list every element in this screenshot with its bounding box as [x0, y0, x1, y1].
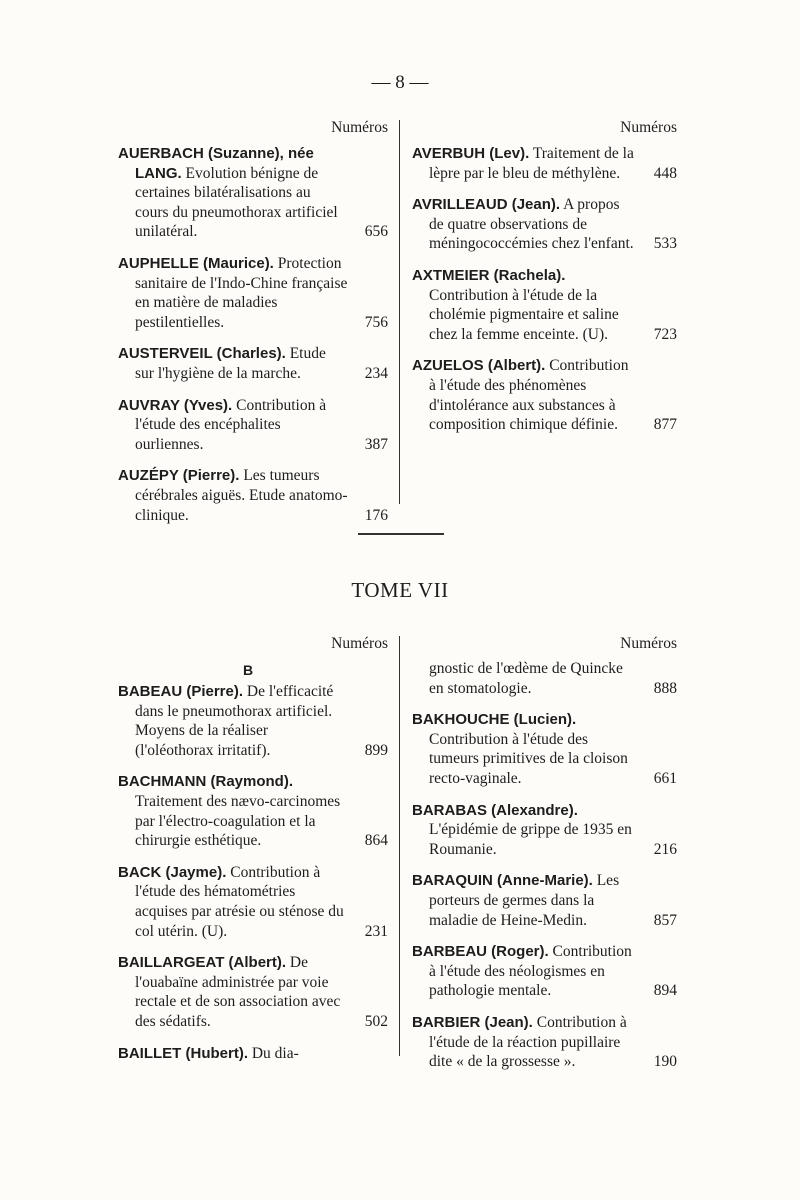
- entry-body: [118, 396, 348, 455]
- thesis-title: Les porteurs de germes dans la maladie de Heine-Medin.: [429, 872, 620, 929]
- entry-body: [118, 772, 348, 850]
- author-name: BARABAS (Alexandre).: [412, 801, 578, 819]
- author-name: AUPHELLE (Maurice).: [118, 254, 274, 272]
- entry-number: 656: [364, 223, 388, 241]
- thesis-title: Les tumeurs cérébrales aiguës. Etude anatomo-clinique.: [135, 467, 348, 524]
- thesis-title: Contribution à l'étude des phénomènes d'intolérance aux substances à composition chimique définie.: [429, 357, 629, 434]
- entry-number: 387: [364, 435, 388, 453]
- index-entry: [412, 144, 677, 183]
- letter-heading: B: [243, 662, 254, 678]
- author-name: AUERBACH (Suzanne), née LANG.: [118, 145, 314, 182]
- index-entry: [118, 1044, 388, 1064]
- thesis-title: L'épidémie de grippe de 1935 en Roumanie.: [429, 821, 632, 858]
- thesis-title: Traitement de la lèpre par le bleu de méthylène.: [429, 145, 634, 182]
- thesis-title: Contribution à l'étude des encéphalites ourliennes.: [135, 396, 327, 453]
- thesis-title: De l'ouabaïne administrée par voie rectale et de son association avec des sédatifs.: [135, 954, 341, 1030]
- entry-number: 723: [653, 325, 677, 343]
- thesis-title: Contribution à l'étude de la cholémie pigmentaire et saline chez la femme enceinte. (U).: [429, 286, 619, 343]
- entry-body: [118, 254, 348, 332]
- entry-number: 899: [364, 741, 388, 759]
- author-name: BAILLET (Hubert).: [118, 1044, 248, 1062]
- entry-body: [118, 682, 348, 760]
- entry-body: [412, 1013, 637, 1072]
- index-entry: [412, 1013, 677, 1072]
- author-name: AVRILLEAUD (Jean).: [412, 196, 561, 214]
- entry-number: 231: [364, 922, 388, 940]
- entry-number: 448: [653, 164, 677, 182]
- author-name: AZUELOS (Albert).: [412, 357, 546, 375]
- entry-body: [412, 871, 637, 930]
- entry-body: [412, 195, 637, 254]
- author-name: AUVRAY (Yves).: [118, 396, 233, 414]
- entry-body: [118, 344, 348, 383]
- thesis-title: Evolution bénigne de certaines bilatéralisations au cours du pneumothorax artificiel unilatéral.: [135, 164, 338, 241]
- section-divider: [358, 533, 444, 535]
- bottom-right-entries: [412, 659, 677, 1072]
- entry-number: 661: [653, 769, 677, 787]
- top-left-entries: [118, 144, 388, 525]
- index-entry: [118, 682, 388, 760]
- index-entry: [412, 659, 677, 698]
- index-entry: [118, 254, 388, 332]
- entry-body: [412, 659, 637, 698]
- entry-body: [118, 1044, 348, 1064]
- entry-body: [412, 942, 637, 1001]
- tome-title: TOME VII: [351, 578, 449, 602]
- bottom-column-divider: [399, 636, 400, 1056]
- index-entry: [118, 953, 388, 1031]
- entry-body: [118, 863, 348, 941]
- entry-body: [118, 466, 348, 525]
- author-name: AXTMEIER (Rachela).: [412, 266, 566, 284]
- thesis-title: Traitement des nævo-carcinomes par l'électro-coagulation et la chirurgie esthétique.: [135, 792, 341, 850]
- bottom-left-entries: [118, 682, 388, 1063]
- index-entry: [412, 356, 677, 434]
- index-entry: [412, 266, 677, 344]
- top-left-column: [118, 118, 388, 537]
- page-number: — 8 —: [371, 72, 429, 93]
- entry-number: 756: [364, 313, 388, 331]
- thesis-title: gnostic de l'œdème de Quincke en stomatologie.: [429, 660, 623, 697]
- author-name: BARBEAU (Roger).: [412, 943, 549, 961]
- entry-number: 234: [364, 364, 388, 382]
- author-name: BARAQUIN (Anne-Marie).: [412, 872, 593, 890]
- thesis-title: Etude sur l'hygiène de la marche.: [135, 345, 326, 382]
- bottom-left-column-header: Numéros: [331, 635, 388, 652]
- index-entry: [412, 801, 677, 860]
- thesis-title: A propos de quatre observations de méningococcémies chez l'enfant.: [429, 196, 634, 253]
- thesis-title: Contribution à l'étude des tumeurs primitives de la cloison recto-vaginale.: [429, 730, 628, 787]
- entry-number: 877: [653, 416, 677, 434]
- thesis-title: Du dia-: [247, 1044, 299, 1062]
- author-name: BACHMANN (Raymond).: [118, 773, 293, 791]
- entry-body: [412, 144, 637, 183]
- author-name: BABEAU (Pierre).: [118, 683, 244, 700]
- author-name: BACK (Jayme).: [118, 863, 227, 881]
- index-entry: [118, 344, 388, 383]
- top-left-column-header: Numéros: [331, 119, 388, 136]
- thesis-title: Contribution à l'étude des néologismes en pathologie mentale.: [429, 943, 632, 1000]
- entry-number: 533: [653, 235, 677, 253]
- author-name: AVERBUH (Lev).: [412, 145, 530, 162]
- entry-body: [412, 356, 637, 434]
- bottom-left-column: [118, 634, 388, 1075]
- author-name: BAILLARGEAT (Albert).: [118, 954, 287, 972]
- top-right-entries: [412, 144, 677, 435]
- entry-number: 216: [653, 840, 677, 858]
- thesis-title: Contribution à l'étude de la réaction pupillaire dite « de la grossesse ».: [429, 1013, 627, 1071]
- thesis-title: Protection sanitaire de l'Indo-Chine française en matière de maladies pestilentielles.: [135, 254, 348, 331]
- entry-body: [412, 710, 637, 788]
- entry-body: [118, 144, 348, 242]
- index-entry: [118, 466, 388, 525]
- entry-body: [412, 266, 637, 344]
- entry-number: 857: [653, 911, 677, 929]
- index-entry: [412, 871, 677, 930]
- thesis-title: De l'efficacité dans le pneumothorax artificiel. Moyens de la réaliser (l'oléothorax irritatif).: [135, 683, 334, 759]
- entry-number: 888: [653, 679, 677, 697]
- entry-number: 176: [364, 506, 388, 524]
- index-entry: [412, 942, 677, 1001]
- bottom-right-column: [412, 634, 677, 1084]
- entry-number: 502: [364, 1012, 388, 1030]
- entry-body: [118, 953, 348, 1031]
- index-entry: [412, 195, 677, 254]
- index-entry: [118, 772, 388, 850]
- top-column-divider: [399, 120, 400, 504]
- index-entry: [412, 710, 677, 788]
- index-entry: [118, 144, 388, 242]
- author-name: BARBIER (Jean).: [412, 1013, 533, 1031]
- index-entry: [118, 396, 388, 455]
- entry-number: 190: [653, 1053, 677, 1071]
- index-entry: [118, 863, 388, 941]
- bottom-right-column-header: Numéros: [620, 635, 677, 652]
- thesis-title: Contribution à l'étude des hématométries acquises par atrésie ou sténose du col utérin. (U).: [135, 863, 344, 940]
- author-name: AUSTERVEIL (Charles).: [118, 345, 286, 363]
- top-right-column-header: Numéros: [620, 119, 677, 136]
- entry-number: 894: [653, 982, 677, 1000]
- author-name: BAKHOUCHE (Lucien).: [412, 711, 577, 729]
- top-right-column: [412, 118, 677, 447]
- entry-body: [412, 801, 637, 860]
- author-name: AUZÉPY (Pierre).: [118, 467, 240, 485]
- entry-number: 864: [364, 832, 388, 850]
